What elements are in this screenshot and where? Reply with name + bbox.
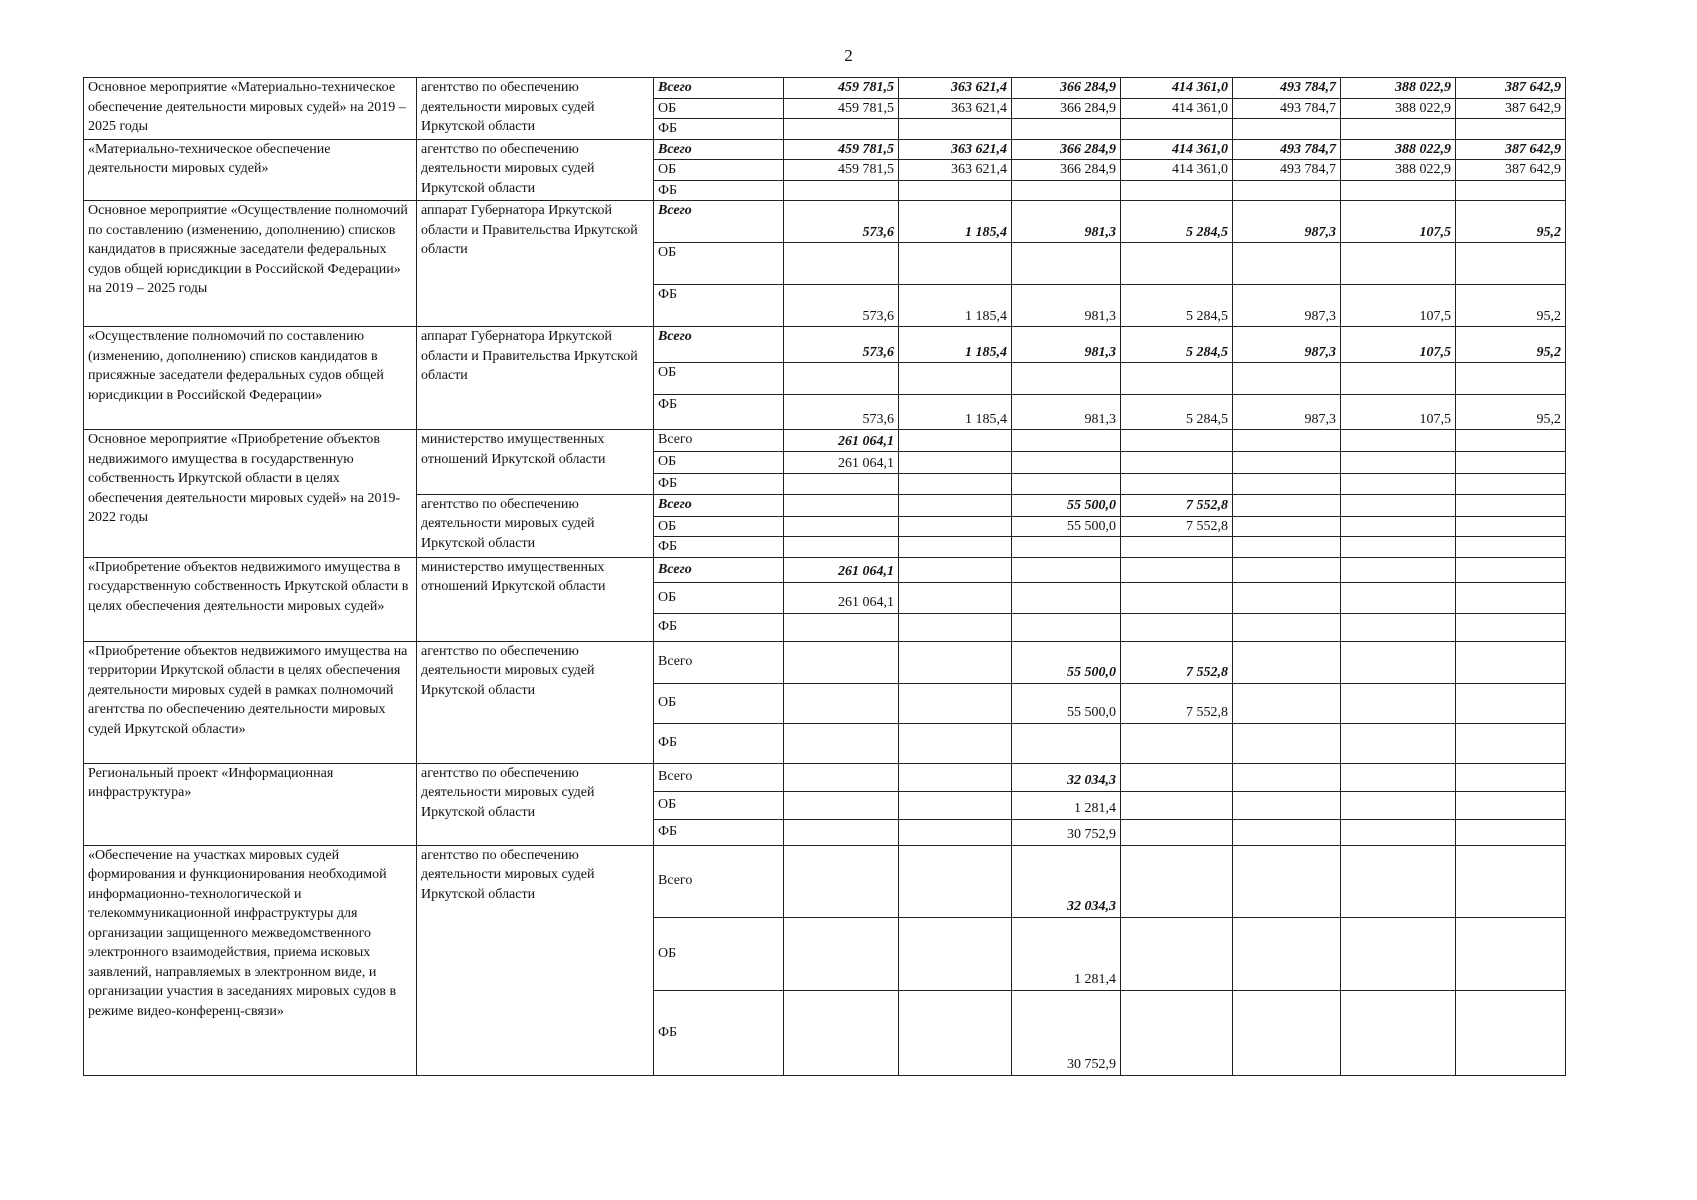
source-cell: ОБ (654, 683, 784, 723)
value-cell: 987,3 (1233, 201, 1341, 243)
value-cell (1456, 990, 1566, 1075)
value-cell (1341, 363, 1456, 395)
value-cell: 387 642,9 (1456, 160, 1566, 181)
measure-name-cell: «Осуществление полномочий по составлению (изменению, дополнению) списков кандидатов в присяжные заседатели федеральных судов общей юрисдикции в Российской Федерации» (84, 327, 417, 430)
source-cell: ФБ (654, 990, 784, 1075)
value-cell (1121, 763, 1233, 791)
value-cell: 366 284,9 (1012, 160, 1121, 181)
value-cell (1456, 243, 1566, 285)
value-cell (1233, 582, 1341, 613)
table-body (84, 78, 1566, 1076)
value-cell (1233, 819, 1341, 845)
value-cell (1121, 582, 1233, 613)
measure-name-cell: Основное мероприятие «Приобретение объектов недвижимого имущества в государственную собственность Иркутской области в целях обеспечения деятельности мировых судей» на 2019-2022 годы (84, 430, 417, 558)
value-cell (784, 791, 899, 819)
source-cell: ОБ (654, 160, 784, 181)
source-cell: ФБ (654, 119, 784, 140)
executor-cell: министерство имущественных отношений Иркутской области (417, 430, 654, 495)
value-cell: 493 784,7 (1233, 160, 1341, 181)
value-cell: 987,3 (1233, 285, 1341, 327)
value-cell: 388 022,9 (1341, 139, 1456, 160)
value-cell (1233, 641, 1341, 683)
value-cell (1233, 452, 1341, 474)
value-cell (1456, 180, 1566, 201)
value-cell: 573,6 (784, 395, 899, 430)
source-cell: ФБ (654, 285, 784, 327)
source-cell: ФБ (654, 180, 784, 201)
source-cell: ФБ (654, 474, 784, 495)
value-cell (1233, 791, 1341, 819)
value-cell: 987,3 (1233, 327, 1341, 363)
source-cell: Всего (654, 494, 784, 516)
value-cell (1341, 494, 1456, 516)
value-cell: 987,3 (1233, 395, 1341, 430)
value-cell: 414 361,0 (1121, 139, 1233, 160)
value-cell (1233, 430, 1341, 452)
measure-name-cell: «Приобретение объектов недвижимого имущества в государственную собственность Иркутской области в целях обеспечения деятельности мировых судей» (84, 557, 417, 641)
source-cell: ОБ (654, 452, 784, 474)
value-cell (1341, 763, 1456, 791)
value-cell (1456, 557, 1566, 582)
value-cell (1233, 990, 1341, 1075)
value-cell (1012, 537, 1121, 558)
table-row (84, 430, 1566, 452)
value-cell (784, 363, 899, 395)
value-cell (1341, 119, 1456, 140)
value-cell (1012, 613, 1121, 641)
value-cell: 55 500,0 (1012, 516, 1121, 537)
value-cell (1341, 537, 1456, 558)
table-row (84, 557, 1566, 582)
value-cell (1121, 723, 1233, 763)
budget-table (83, 77, 1566, 1076)
value-cell (1456, 763, 1566, 791)
value-cell (1456, 582, 1566, 613)
value-cell (1341, 430, 1456, 452)
value-cell: 7 552,8 (1121, 683, 1233, 723)
executor-cell: министерство имущественных отношений Иркутской области (417, 557, 654, 641)
value-cell: 363 621,4 (899, 160, 1012, 181)
value-cell: 1 281,4 (1012, 917, 1121, 990)
table-row (84, 327, 1566, 363)
table-row (84, 139, 1566, 160)
value-cell (899, 537, 1012, 558)
value-cell: 7 552,8 (1121, 516, 1233, 537)
value-cell (1121, 819, 1233, 845)
value-cell (1233, 119, 1341, 140)
value-cell: 1 185,4 (899, 395, 1012, 430)
source-cell: ФБ (654, 537, 784, 558)
value-cell: 95,2 (1456, 285, 1566, 327)
value-cell: 107,5 (1341, 201, 1456, 243)
value-cell (784, 845, 899, 917)
value-cell: 95,2 (1456, 395, 1566, 430)
value-cell (899, 763, 1012, 791)
value-cell (1456, 452, 1566, 474)
value-cell: 573,6 (784, 327, 899, 363)
value-cell: 414 361,0 (1121, 160, 1233, 181)
value-cell: 95,2 (1456, 201, 1566, 243)
measure-name-cell: Основное мероприятие «Осуществление полномочий по составлению (изменению, дополнению) списков кандидатов в присяжные заседатели федеральных судов общей юрисдикции в Российской Федерации» на 2019 – 2025 годы (84, 201, 417, 327)
source-cell: ФБ (654, 819, 784, 845)
value-cell: 459 781,5 (784, 78, 899, 99)
table-row (84, 763, 1566, 791)
executor-cell: агентство по обеспечению деятельности мировых судей Иркутской области (417, 763, 654, 845)
value-cell (784, 917, 899, 990)
value-cell (1121, 537, 1233, 558)
value-cell (1233, 474, 1341, 495)
value-cell: 5 284,5 (1121, 395, 1233, 430)
value-cell (899, 494, 1012, 516)
value-cell (1233, 494, 1341, 516)
value-cell (1121, 845, 1233, 917)
value-cell: 459 781,5 (784, 98, 899, 119)
value-cell: 366 284,9 (1012, 78, 1121, 99)
value-cell: 387 642,9 (1456, 78, 1566, 99)
value-cell (1012, 474, 1121, 495)
value-cell: 388 022,9 (1341, 98, 1456, 119)
measure-name-cell: Региональный проект «Информационная инфраструктура» (84, 763, 417, 845)
executor-cell: агентство по обеспечению деятельности мировых судей Иркутской области (417, 78, 654, 140)
value-cell (1121, 243, 1233, 285)
value-cell (1012, 557, 1121, 582)
value-cell (1341, 557, 1456, 582)
value-cell: 363 621,4 (899, 139, 1012, 160)
value-cell: 107,5 (1341, 395, 1456, 430)
value-cell (1121, 613, 1233, 641)
value-cell (1233, 917, 1341, 990)
value-cell (1121, 452, 1233, 474)
source-cell: ФБ (654, 613, 784, 641)
table-row (84, 78, 1566, 99)
value-cell (1456, 363, 1566, 395)
value-cell (784, 613, 899, 641)
executor-cell: аппарат Губернатора Иркутской области и Правительства Иркутской области (417, 201, 654, 327)
value-cell: 261 064,1 (784, 452, 899, 474)
value-cell: 388 022,9 (1341, 78, 1456, 99)
value-cell: 414 361,0 (1121, 98, 1233, 119)
value-cell: 387 642,9 (1456, 139, 1566, 160)
value-cell (1012, 452, 1121, 474)
value-cell (784, 516, 899, 537)
value-cell (1012, 119, 1121, 140)
value-cell: 7 552,8 (1121, 641, 1233, 683)
source-cell: Всего (654, 78, 784, 99)
value-cell (899, 613, 1012, 641)
value-cell (1012, 723, 1121, 763)
value-cell (1456, 819, 1566, 845)
value-cell: 493 784,7 (1233, 98, 1341, 119)
value-cell (1341, 243, 1456, 285)
value-cell (784, 723, 899, 763)
value-cell (1341, 683, 1456, 723)
value-cell (899, 723, 1012, 763)
value-cell (899, 917, 1012, 990)
value-cell (899, 430, 1012, 452)
value-cell: 55 500,0 (1012, 494, 1121, 516)
value-cell: 363 621,4 (899, 98, 1012, 119)
value-cell: 459 781,5 (784, 160, 899, 181)
value-cell: 55 500,0 (1012, 683, 1121, 723)
value-cell (1233, 180, 1341, 201)
value-cell (1456, 613, 1566, 641)
value-cell (1456, 430, 1566, 452)
value-cell (1012, 582, 1121, 613)
measure-name-cell: «Материально-техническое обеспечение деятельности мировых судей» (84, 139, 417, 201)
value-cell (784, 119, 899, 140)
value-cell (784, 763, 899, 791)
value-cell (1121, 180, 1233, 201)
source-cell: Всего (654, 139, 784, 160)
value-cell: 1 185,4 (899, 201, 1012, 243)
value-cell (1012, 180, 1121, 201)
value-cell: 981,3 (1012, 201, 1121, 243)
value-cell: 261 064,1 (784, 430, 899, 452)
value-cell: 1 281,4 (1012, 791, 1121, 819)
value-cell (1233, 516, 1341, 537)
value-cell (784, 474, 899, 495)
value-cell: 1 185,4 (899, 285, 1012, 327)
value-cell (784, 243, 899, 285)
source-cell: Всего (654, 763, 784, 791)
value-cell (1341, 452, 1456, 474)
value-cell (784, 537, 899, 558)
measure-name-cell: «Приобретение объектов недвижимого имущества на территории Иркутской области в целях обеспечения деятельности мировых судей в рамках полномочий агентства по обеспечению деятельности мировых судей Иркутской области» (84, 641, 417, 763)
value-cell (1456, 683, 1566, 723)
value-cell (1341, 990, 1456, 1075)
value-cell: 366 284,9 (1012, 139, 1121, 160)
value-cell (1233, 537, 1341, 558)
value-cell: 388 022,9 (1341, 160, 1456, 181)
value-cell: 366 284,9 (1012, 98, 1121, 119)
value-cell: 261 064,1 (784, 582, 899, 613)
value-cell (1121, 474, 1233, 495)
value-cell (1341, 613, 1456, 641)
value-cell (1341, 641, 1456, 683)
value-cell (1233, 723, 1341, 763)
value-cell: 32 034,3 (1012, 845, 1121, 917)
table-row (84, 201, 1566, 243)
value-cell (1012, 363, 1121, 395)
executor-cell: агентство по обеспечению деятельности мировых судей Иркутской области (417, 494, 654, 557)
value-cell (1341, 791, 1456, 819)
executor-cell: агентство по обеспечению деятельности мировых судей Иркутской области (417, 641, 654, 763)
value-cell (1341, 516, 1456, 537)
value-cell (899, 641, 1012, 683)
value-cell: 363 621,4 (899, 78, 1012, 99)
value-cell (1233, 613, 1341, 641)
measure-name-cell: «Обеспечение на участках мировых судей формирования и функционирования необходимой информационно-технологической и телекоммуникационной инфраструктуры для организации защищенного межведомственного электронного взаимодействия, приема исковых заявлений, направляемых в электронном виде, и организации участия в заседаниях мировых судов в режиме видео-конференц-связи» (84, 845, 417, 1075)
value-cell (1456, 845, 1566, 917)
value-cell: 261 064,1 (784, 557, 899, 582)
source-cell: Всего (654, 201, 784, 243)
value-cell: 55 500,0 (1012, 641, 1121, 683)
source-cell: Всего (654, 845, 784, 917)
value-cell (1456, 474, 1566, 495)
value-cell: 5 284,5 (1121, 327, 1233, 363)
source-cell: ОБ (654, 582, 784, 613)
value-cell: 981,3 (1012, 285, 1121, 327)
value-cell: 573,6 (784, 285, 899, 327)
value-cell (1341, 180, 1456, 201)
value-cell (1121, 791, 1233, 819)
value-cell (1341, 917, 1456, 990)
value-cell (1341, 723, 1456, 763)
source-cell: ОБ (654, 98, 784, 119)
value-cell (1341, 582, 1456, 613)
value-cell (1121, 363, 1233, 395)
value-cell: 107,5 (1341, 285, 1456, 327)
executor-cell: аппарат Губернатора Иркутской области и Правительства Иркутской области (417, 327, 654, 430)
measure-name-cell: Основное мероприятие «Материально-техническое обеспечение деятельности мировых судей» на 2019 – 2025 годы (84, 78, 417, 140)
value-cell (899, 474, 1012, 495)
value-cell (1341, 845, 1456, 917)
table-row (84, 641, 1566, 683)
value-cell (1121, 557, 1233, 582)
source-cell: ФБ (654, 723, 784, 763)
source-cell: Всего (654, 327, 784, 363)
value-cell: 32 034,3 (1012, 763, 1121, 791)
source-cell: ОБ (654, 791, 784, 819)
value-cell: 981,3 (1012, 327, 1121, 363)
value-cell (899, 791, 1012, 819)
value-cell: 981,3 (1012, 395, 1121, 430)
value-cell (1233, 683, 1341, 723)
value-cell (899, 582, 1012, 613)
page-number: 2 (844, 46, 853, 65)
value-cell: 1 185,4 (899, 327, 1012, 363)
value-cell (1341, 819, 1456, 845)
source-cell: ОБ (654, 243, 784, 285)
source-cell: ОБ (654, 363, 784, 395)
table-row (84, 845, 1566, 917)
value-cell: 387 642,9 (1456, 98, 1566, 119)
value-cell (1456, 791, 1566, 819)
value-cell (784, 819, 899, 845)
value-cell (1233, 363, 1341, 395)
value-cell (899, 243, 1012, 285)
value-cell (1456, 119, 1566, 140)
value-cell: 573,6 (784, 201, 899, 243)
value-cell (1456, 537, 1566, 558)
source-cell: Всего (654, 641, 784, 683)
source-cell: ОБ (654, 516, 784, 537)
value-cell: 493 784,7 (1233, 139, 1341, 160)
value-cell (1456, 494, 1566, 516)
value-cell (1121, 990, 1233, 1075)
value-cell: 107,5 (1341, 327, 1456, 363)
value-cell (899, 363, 1012, 395)
value-cell: 30 752,9 (1012, 819, 1121, 845)
value-cell (1456, 641, 1566, 683)
value-cell (899, 557, 1012, 582)
value-cell (784, 180, 899, 201)
executor-cell: агентство по обеспечению деятельности мировых судей Иркутской области (417, 139, 654, 201)
value-cell (1341, 474, 1456, 495)
value-cell (1233, 243, 1341, 285)
value-cell (1456, 917, 1566, 990)
value-cell: 5 284,5 (1121, 285, 1233, 327)
value-cell (1012, 430, 1121, 452)
value-cell: 414 361,0 (1121, 78, 1233, 99)
value-cell (1456, 723, 1566, 763)
value-cell (1233, 557, 1341, 582)
value-cell (1233, 763, 1341, 791)
value-cell (1121, 430, 1233, 452)
value-cell (1121, 119, 1233, 140)
value-cell: 30 752,9 (1012, 990, 1121, 1075)
value-cell (899, 180, 1012, 201)
value-cell: 5 284,5 (1121, 201, 1233, 243)
value-cell: 95,2 (1456, 327, 1566, 363)
value-cell (1121, 917, 1233, 990)
value-cell (899, 683, 1012, 723)
source-cell: ФБ (654, 395, 784, 430)
source-cell: ОБ (654, 917, 784, 990)
value-cell (899, 119, 1012, 140)
source-cell: Всего (654, 430, 784, 452)
value-cell (899, 819, 1012, 845)
value-cell (1456, 516, 1566, 537)
value-cell (1012, 243, 1121, 285)
value-cell: 7 552,8 (1121, 494, 1233, 516)
executor-cell: агентство по обеспечению деятельности мировых судей Иркутской области (417, 845, 654, 1075)
value-cell (784, 683, 899, 723)
value-cell (899, 452, 1012, 474)
value-cell (784, 494, 899, 516)
value-cell (1233, 845, 1341, 917)
value-cell (784, 641, 899, 683)
value-cell (784, 990, 899, 1075)
value-cell (899, 990, 1012, 1075)
value-cell: 493 784,7 (1233, 78, 1341, 99)
value-cell: 459 781,5 (784, 139, 899, 160)
source-cell: Всего (654, 557, 784, 582)
value-cell (899, 516, 1012, 537)
value-cell (899, 845, 1012, 917)
